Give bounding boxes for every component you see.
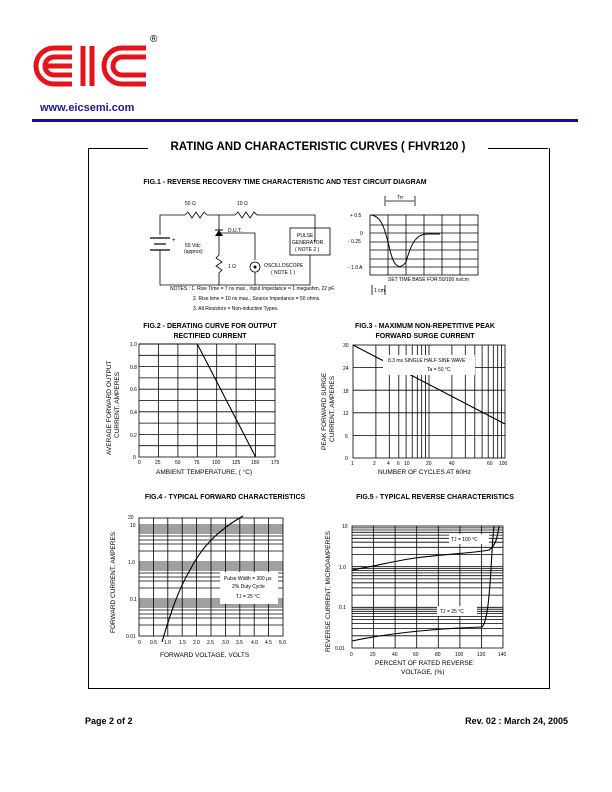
svg-text:OSCILLOSCOPE: OSCILLOSCOPE <box>264 263 304 269</box>
frame-top-left <box>88 148 148 149</box>
svg-text:20: 20 <box>128 515 134 521</box>
svg-text:0.8: 0.8 <box>130 365 137 371</box>
fig2-title-line2: RECTIFIED CURRENT <box>173 333 247 340</box>
svg-text:175: 175 <box>271 460 280 466</box>
fig4-title: FIG.4 - TYPICAL FORWARD CHARACTERISTICS <box>144 494 306 501</box>
svg-text:6: 6 <box>345 434 348 440</box>
svg-text:0: 0 <box>350 652 353 658</box>
svg-text:2.0: 2.0 <box>193 640 200 646</box>
svg-text:2.5: 2.5 <box>207 640 214 646</box>
svg-text:30: 30 <box>343 343 349 349</box>
svg-text:10: 10 <box>130 523 136 529</box>
fig5-chart <box>315 510 525 675</box>
fig3-note1: 8.3 ms SINGLE HALF SINE WAVE <box>388 358 466 364</box>
header-rule <box>32 119 578 122</box>
svg-text:0: 0 <box>138 640 141 646</box>
svg-text:100: 100 <box>499 461 508 467</box>
svg-text:1.0: 1.0 <box>164 640 171 646</box>
svg-text:2: 2 <box>373 461 376 467</box>
fig5-note-cold: TJ = 25 °C <box>440 609 464 615</box>
svg-text:6: 6 <box>397 461 400 467</box>
page-number: Page 2 of 2 <box>85 716 133 726</box>
fig5-title: FIG.5 - TYPICAL REVERSE CHARACTERISTICS <box>356 494 514 501</box>
frame-top-right <box>488 148 548 149</box>
svg-text:1: 1 <box>351 461 354 467</box>
svg-text:20: 20 <box>370 652 376 658</box>
svg-text:0.2: 0.2 <box>130 433 137 439</box>
svg-text:PEAK FORWARD SURGE: PEAK FORWARD SURGE <box>321 372 328 450</box>
svg-text:0: 0 <box>138 460 141 466</box>
svg-text:0.4: 0.4 <box>130 410 137 416</box>
fig4-chart <box>100 510 300 665</box>
eic-logo <box>32 38 152 94</box>
svg-text:50 Vdc: 50 Vdc <box>185 243 201 249</box>
fig2-title <box>130 322 290 342</box>
r1-label: 50 Ω <box>185 201 196 207</box>
fig1-notes <box>170 284 335 314</box>
fig5-xlabel1: PERCENT OF RATED REVERSE <box>375 660 473 667</box>
svg-text:( NOTE 2 ): ( NOTE 2 ) <box>295 247 320 253</box>
svg-text:40: 40 <box>449 461 455 467</box>
svg-text:50: 50 <box>175 460 181 466</box>
svg-text:0.1: 0.1 <box>339 605 346 611</box>
page-title: RATING AND CHARACTERISTIC CURVES ( FHVR120 ) <box>170 141 466 153</box>
svg-text:4.0: 4.0 <box>251 640 258 646</box>
svg-text:0.01: 0.01 <box>126 634 136 640</box>
svg-text:25: 25 <box>155 460 161 466</box>
svg-text:CURRENT, AMPERES: CURRENT, AMPERES <box>329 375 336 442</box>
fig4-note3: TJ = 25 °C <box>236 594 260 600</box>
svg-text:24: 24 <box>343 366 349 372</box>
svg-text:0.5: 0.5 <box>150 640 157 646</box>
svg-text:0.6: 0.6 <box>130 387 137 393</box>
svg-text:0.01: 0.01 <box>335 646 345 652</box>
svg-text:- 1.0 A: - 1.0 A <box>348 265 363 271</box>
svg-text:PULSE: PULSE <box>297 233 314 239</box>
svg-text:75: 75 <box>194 460 200 466</box>
registered-mark: ® <box>150 34 158 45</box>
note-1: NOTES : 1. Rise Time = 7 ns max., Input Impedance = 1 megaohm, 22 pF. <box>170 286 336 292</box>
svg-text:80: 80 <box>435 652 441 658</box>
svg-text:20: 20 <box>426 461 432 467</box>
svg-text:12: 12 <box>343 411 349 417</box>
svg-text:0: 0 <box>133 455 136 461</box>
svg-text:125: 125 <box>232 460 241 466</box>
svg-text:3.0: 3.0 <box>222 640 229 646</box>
fig4-note2: 2% Duty Cycle <box>232 584 265 590</box>
svg-text:1.0: 1.0 <box>130 342 137 348</box>
svg-text:0: 0 <box>345 456 348 462</box>
svg-text:60: 60 <box>413 652 419 658</box>
svg-text:1 cm: 1 cm <box>374 288 385 294</box>
svg-text:40: 40 <box>392 652 398 658</box>
svg-text:+: + <box>172 238 176 244</box>
fig2-chart <box>100 340 300 485</box>
note-2: 2. Rise time = 10 ns max., Source Impedance = 50 ohms. <box>193 296 321 302</box>
svg-text:140: 140 <box>498 652 507 658</box>
svg-text:Trr: Trr <box>397 195 404 201</box>
svg-text:0.1: 0.1 <box>130 597 137 603</box>
svg-text:1.0: 1.0 <box>339 565 346 571</box>
fig3-note2: Ta = 50 °C <box>427 367 451 373</box>
svg-text:100: 100 <box>212 460 221 466</box>
svg-text:150: 150 <box>251 460 260 466</box>
svg-text:GENERATOR: GENERATOR <box>292 240 324 246</box>
fig2-xlabel: AMBIENT TEMPERATURE, ( °C) <box>156 469 253 476</box>
svg-text:100: 100 <box>455 652 464 658</box>
svg-text:(approx): (approx) <box>184 249 203 255</box>
svg-text:3.5: 3.5 <box>236 640 243 646</box>
fig3-chart <box>315 340 525 485</box>
dut-label: D.U.T. <box>228 228 242 234</box>
svg-text:1.0: 1.0 <box>128 560 135 566</box>
fig1-title: FIG.1 - REVERSE RECOVERY TIME CHARACTERISTIC AND TEST CIRCUIT DIAGRAM <box>143 179 427 186</box>
fig5-note-hot: TJ = 100 °C <box>451 537 478 543</box>
fig1-waveform <box>340 190 500 300</box>
fig5-xlabel2: VOLTAGE, (%) <box>401 669 445 675</box>
svg-text:4: 4 <box>387 461 390 467</box>
fig3-title-line2: FORWARD SURGE CURRENT <box>375 333 475 340</box>
svg-text:5.0: 5.0 <box>279 640 286 646</box>
fig3-title-line1: FIG.3 - MAXIMUM NON-REPETITIVE PEAK <box>354 323 495 330</box>
note-3: 3. All Resistors = Non-inductive Types. <box>193 306 279 312</box>
fig3-title <box>340 322 510 342</box>
svg-text:AVERAGE FORWARD OUTPUT: AVERAGE FORWARD OUTPUT <box>106 360 113 455</box>
svg-text:10: 10 <box>404 461 410 467</box>
svg-text:- 0.25: - 0.25 <box>348 239 361 245</box>
svg-text:REVERSE CURRENT, MICROAMPERES: REVERSE CURRENT, MICROAMPERES <box>325 531 332 652</box>
svg-text:( NOTE 1 ): ( NOTE 1 ) <box>271 270 296 276</box>
revision-date: Rev. 02 : March 24, 2005 <box>465 716 568 726</box>
website-link[interactable]: www.eicsemi.com <box>40 102 135 114</box>
svg-text:60: 60 <box>487 461 493 467</box>
fig4-xlabel: FORWARD VOLTAGE, VOLTS <box>160 652 250 659</box>
svg-text:18: 18 <box>343 389 349 395</box>
svg-text:SET TIME BASE FOR 50/100 ns/c: SET TIME BASE FOR 50/100 ns/cm <box>388 277 469 283</box>
svg-text:+ 0.5: + 0.5 <box>350 213 362 219</box>
fig3-xlabel: NUMBER OF CYCLES AT 60Hz <box>378 469 471 476</box>
svg-text:FORWARD CURRENT, AMPERES: FORWARD CURRENT, AMPERES <box>110 531 117 633</box>
svg-text:CURRENT, AMPERES: CURRENT, AMPERES <box>114 371 121 438</box>
svg-text:1.5: 1.5 <box>179 640 186 646</box>
svg-text:10: 10 <box>342 524 348 530</box>
svg-text:4.5: 4.5 <box>265 640 272 646</box>
svg-text:0: 0 <box>360 231 363 237</box>
fig4-note1: Pulse Width = 300 μs <box>224 576 272 582</box>
fig2-title-line1: FIG.2 - DERATING CURVE FOR OUTPUT <box>143 323 277 330</box>
svg-text:1 Ω: 1 Ω <box>228 264 236 270</box>
r2-label: 10 Ω <box>237 201 248 207</box>
svg-text:120: 120 <box>477 652 486 658</box>
